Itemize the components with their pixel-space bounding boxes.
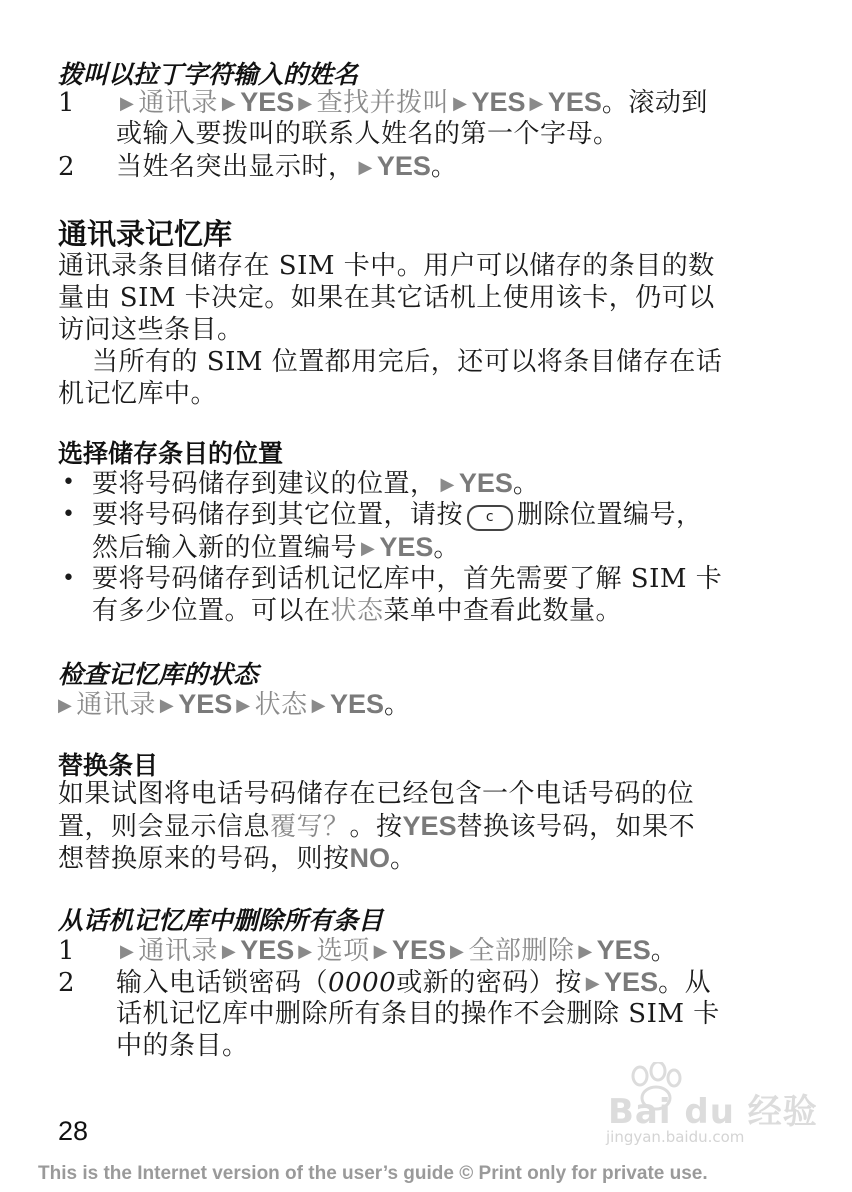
step-2-line-3: 中的条目。	[116, 1031, 249, 1061]
yes-key: YES	[604, 967, 659, 997]
step-number: 2	[58, 968, 75, 998]
paragraph-line: 访问这些条目。	[58, 315, 244, 345]
section-title-choose-location: 选择储存条目的位置	[58, 439, 284, 468]
menu-item: 状态	[254, 690, 308, 720]
yes-key: YES	[402, 811, 457, 841]
text: 。	[383, 690, 411, 720]
step-number: 1	[58, 936, 75, 966]
menu-item: 状态	[330, 596, 384, 626]
paragraph-line	[58, 842, 417, 875]
text: 。	[430, 152, 458, 182]
yes-key: YES	[240, 935, 295, 965]
yes-key: YES	[458, 468, 513, 498]
section-title-check-status: 检查记忆库的状态	[58, 660, 259, 689]
text: 替换该号码，如果不	[456, 812, 696, 842]
text: 输入电话锁密码（	[116, 968, 329, 998]
text: 。按	[349, 812, 403, 842]
paragraph-line: 机记忆库中。	[58, 379, 218, 409]
yes-key: YES	[329, 689, 384, 719]
menu-item: 覆写？	[270, 812, 350, 842]
step-number: 1	[58, 88, 75, 118]
status-path-line	[58, 688, 410, 722]
arrow-icon: ▶	[298, 93, 313, 114]
arrow-icon: ▶	[221, 941, 237, 962]
arrow-icon: ▶	[585, 973, 601, 994]
text: 然后输入新的位置编号	[92, 533, 358, 563]
step-2-line	[116, 966, 711, 1000]
arrow-icon: ▶	[453, 93, 468, 114]
menu-item: 查找并拨叫	[316, 88, 450, 118]
arrow-icon: ▶	[440, 474, 455, 495]
bullet-icon: •	[62, 502, 75, 527]
menu-item: 通讯录	[138, 936, 218, 966]
step-2-line-2: 话机记忆库中删除所有条目的操作不会删除 SIM 卡	[116, 999, 720, 1029]
bullet-2-line	[92, 499, 703, 531]
paragraph-line: 通讯录条目储存在 SIM 卡中。用户可以储存的条目的数	[58, 251, 715, 281]
arrow-icon: ▶	[298, 941, 313, 962]
text: 菜单中查看此数量。	[383, 596, 623, 626]
text: 要将号码储存到建议的位置，	[92, 469, 437, 499]
text: 想替换原来的号码，则按	[58, 844, 350, 874]
yes-key: YES	[379, 532, 434, 562]
arrow-icon: ▶	[120, 93, 135, 114]
yes-key: YES	[596, 935, 651, 965]
arrow-icon: ▶	[236, 695, 251, 716]
bullet-3-line: 要将号码储存到话机记忆库中，首先需要了解 SIM 卡	[92, 564, 723, 594]
arrow-icon: ▶	[221, 93, 237, 114]
section-title-delete-all: 从话机记忆库中删除所有条目	[58, 906, 384, 935]
text: 或新的密码）按	[396, 968, 582, 998]
baidu-jingyan-logo: Bai du 经验	[608, 1092, 818, 1132]
arrow-icon: ▶	[578, 941, 593, 962]
step-1-line-2: 或输入要拨叫的联系人姓名的第一个字母。	[116, 119, 620, 149]
menu-item: 选项	[316, 936, 370, 966]
arrow-icon: ▶	[529, 93, 544, 114]
text: 当姓名突出显示时，	[116, 152, 355, 182]
paragraph-line: 当所有的 SIM 位置都用完后，还可以将条目储存在话	[92, 347, 723, 377]
text: 。	[512, 469, 540, 499]
text: 。	[390, 844, 417, 874]
text: 要将号码储存到其它位置，请按	[92, 500, 464, 530]
yes-key: YES	[240, 87, 295, 117]
arrow-icon: ▶	[373, 941, 388, 962]
c-key-icon: c	[467, 505, 513, 531]
arrow-icon: ▶	[311, 695, 326, 716]
bullet-1-line	[92, 467, 539, 501]
default-code: 0000	[328, 968, 397, 998]
bullet-2-line-2	[92, 531, 460, 565]
watermark-url: jingyan.baidu.com	[606, 1128, 745, 1146]
page-number: 28	[58, 1116, 89, 1146]
arrow-icon: ▶	[358, 157, 373, 178]
step-1-line	[116, 934, 677, 968]
text: 删除位置编号，	[517, 500, 703, 530]
yes-key: YES	[547, 87, 602, 117]
bullet-icon: •	[62, 470, 75, 495]
footer-notice: This is the Internet version of the user’s guide © Print only for private use.	[38, 1163, 708, 1184]
menu-item: 全部删除	[468, 936, 575, 966]
bullet-3-line-2	[92, 595, 622, 627]
step-2-line	[116, 150, 457, 184]
text: 。从	[658, 968, 712, 998]
bullet-icon: •	[62, 566, 75, 591]
step-number: 2	[58, 152, 75, 182]
paragraph-line	[58, 810, 695, 843]
paragraph-line: 如果试图将电话号码储存在已经包含一个电话号码的位	[58, 779, 695, 809]
text: 。	[433, 533, 460, 563]
section-title-phonebook-memory: 通讯录记忆库	[58, 217, 233, 251]
step-1-line	[116, 86, 708, 120]
arrow-icon: ▶	[120, 941, 135, 962]
text: 置，则会显示信息	[58, 812, 271, 842]
arrow-icon: ▶	[159, 695, 175, 716]
no-key: NO	[349, 843, 391, 873]
text: 有多少位置。可以在	[92, 596, 331, 626]
yes-key: YES	[391, 935, 446, 965]
paragraph-line: 量由 SIM 卡决定。如果在其它话机上使用该卡，仍可以	[58, 283, 715, 313]
arrow-icon: ▶	[58, 695, 73, 716]
arrow-icon: ▶	[361, 538, 376, 559]
text: 。滚动到	[601, 88, 708, 118]
section-title-replace-entry: 替换条目	[58, 751, 159, 780]
section-title-dial-latin: 拨叫以拉丁字符输入的姓名	[58, 60, 359, 89]
menu-item: 通讯录	[138, 88, 218, 118]
menu-item: 通讯录	[76, 690, 156, 720]
text: 。	[650, 936, 678, 966]
yes-key: YES	[178, 689, 233, 719]
yes-key: YES	[376, 151, 431, 181]
yes-key: YES	[471, 87, 526, 117]
arrow-icon: ▶	[449, 941, 465, 962]
